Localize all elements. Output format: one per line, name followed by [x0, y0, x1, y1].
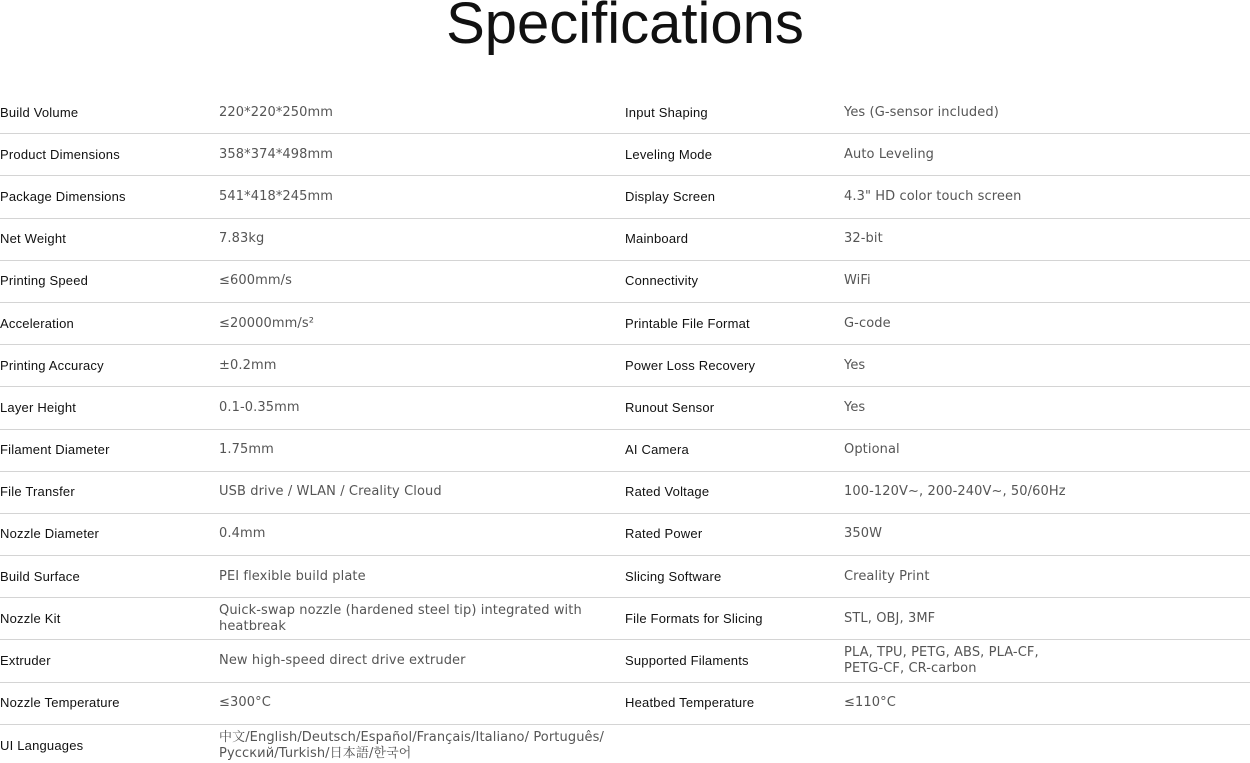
- spec-label: [625, 92, 844, 133]
- spec-label-text: Nozzle Kit: [0, 610, 61, 626]
- spec-label: [0, 472, 219, 513]
- spec-row: [0, 598, 1250, 640]
- spec-value: [219, 598, 625, 639]
- spec-label-text: Rated Power: [625, 526, 703, 542]
- spec-label-text: Extruder: [0, 653, 51, 669]
- spec-label-text: Acceleration: [0, 315, 74, 331]
- spec-value-text: ≤600mm/s: [219, 273, 292, 289]
- spec-label-text: Nozzle Diameter: [0, 526, 100, 542]
- spec-label: [625, 514, 844, 555]
- spec-label-text: Net Weight: [0, 231, 67, 247]
- spec-value: [844, 303, 1250, 344]
- spec-label: [625, 640, 844, 681]
- spec-label: [625, 303, 844, 344]
- spec-row: [0, 683, 1250, 725]
- spec-label-text: UI Languages: [0, 737, 84, 753]
- spec-label: [625, 725, 844, 763]
- spec-row: [0, 556, 1250, 598]
- spec-label: [625, 430, 844, 471]
- spec-value-text: Optional: [844, 442, 900, 458]
- spec-value: [844, 683, 1250, 724]
- spec-row: [0, 430, 1250, 472]
- spec-row: [0, 725, 1250, 763]
- spec-value: [844, 176, 1250, 217]
- spec-value: [219, 219, 625, 260]
- spec-label: [0, 556, 219, 597]
- spec-label: [0, 134, 219, 175]
- spec-label: [0, 514, 219, 555]
- spec-label-text: Build Volume: [0, 104, 79, 120]
- spec-row: [0, 219, 1250, 261]
- spec-value: [219, 176, 625, 217]
- spec-value-text: WiFi: [844, 273, 871, 289]
- spec-value-text: 中文/English/Deutsch/Español/Français/Italiano/ Português/Русский/Turkish/日本語/한국어: [219, 729, 604, 761]
- spec-label: [0, 345, 219, 386]
- spec-value: [219, 640, 625, 681]
- spec-row: [0, 387, 1250, 429]
- spec-label: [0, 92, 219, 133]
- spec-value: [844, 640, 1250, 681]
- spec-label-text: Runout Sensor: [625, 399, 715, 415]
- spec-value-text: Yes (G-sensor included): [844, 104, 999, 120]
- spec-label: [0, 261, 219, 302]
- spec-row: [0, 345, 1250, 387]
- spec-value: [219, 725, 625, 763]
- spec-value-text: USB drive / WLAN / Creality Cloud: [219, 484, 442, 500]
- spec-row: [0, 303, 1250, 345]
- spec-value-text: Yes: [844, 357, 866, 373]
- spec-value-text: PLA, TPU, PETG, ABS, PLA-CF, PETG-CF, CR-carbon: [844, 645, 1039, 677]
- spec-value: [844, 725, 1250, 763]
- spec-label: [625, 345, 844, 386]
- spec-row: [0, 472, 1250, 514]
- spec-value: [219, 92, 625, 133]
- spec-label: [0, 725, 219, 763]
- spec-value: [844, 430, 1250, 471]
- spec-value: [844, 387, 1250, 428]
- spec-label-text: Printing Speed: [0, 273, 89, 289]
- spec-value: [219, 430, 625, 471]
- spec-value-text: New high-speed direct drive extruder: [219, 653, 466, 669]
- spec-value: [219, 514, 625, 555]
- spec-label: [0, 219, 219, 260]
- spec-label-text: Rated Voltage: [625, 484, 710, 500]
- spec-label: [625, 472, 844, 513]
- spec-label: [625, 598, 844, 639]
- spec-label: [0, 176, 219, 217]
- spec-label: [625, 176, 844, 217]
- spec-value-text: 358*374*498mm: [219, 146, 334, 162]
- spec-label: [0, 387, 219, 428]
- spec-row: [0, 92, 1250, 134]
- spec-value: [219, 387, 625, 428]
- spec-value: [844, 472, 1250, 513]
- spec-label-text: Filament Diameter: [0, 442, 110, 458]
- spec-label-text: Product Dimensions: [0, 146, 120, 162]
- spec-value-text: Quick-swap nozzle (hardened steel tip) integrated with heatbreak: [219, 602, 582, 634]
- spec-label: [625, 387, 844, 428]
- spec-value: [219, 472, 625, 513]
- spec-label-text: Leveling Mode: [625, 146, 713, 162]
- spec-label-text: Slicing Software: [625, 568, 722, 584]
- spec-value-text: Yes: [844, 399, 866, 415]
- spec-value: [844, 261, 1250, 302]
- spec-value: [219, 134, 625, 175]
- spec-label-text: Power Loss Recovery: [625, 357, 756, 373]
- spec-value-text: ±0.2mm: [219, 357, 277, 373]
- spec-value: [844, 92, 1250, 133]
- spec-label: [625, 556, 844, 597]
- spec-row: [0, 261, 1250, 303]
- spec-value: [844, 598, 1250, 639]
- spec-label-text: Display Screen: [625, 188, 716, 204]
- spec-label-text: Package Dimensions: [0, 188, 126, 204]
- spec-value-text: 0.4mm: [219, 526, 266, 542]
- spec-row: [0, 134, 1250, 176]
- spec-value-text: 350W: [844, 526, 883, 542]
- spec-value: [219, 556, 625, 597]
- spec-value-text: G-code: [844, 315, 891, 331]
- spec-label: [625, 683, 844, 724]
- spec-value-text: ≤20000mm/s²: [219, 315, 315, 331]
- spec-label-text: Printing Accuracy: [0, 357, 104, 373]
- spec-label-text: File Formats for Slicing: [625, 610, 763, 626]
- spec-value: [219, 303, 625, 344]
- spec-value-text: STL, OBJ, 3MF: [844, 610, 936, 626]
- spec-value-text: 32-bit: [844, 231, 883, 247]
- spec-value: [844, 134, 1250, 175]
- spec-label-text: File Transfer: [0, 484, 75, 500]
- spec-label-text: Layer Height: [0, 399, 77, 415]
- spec-value-text: 7.83kg: [219, 231, 265, 247]
- spec-label-text: AI Camera: [625, 442, 689, 458]
- spec-label-text: Nozzle Temperature: [0, 695, 120, 711]
- spec-label: [0, 683, 219, 724]
- spec-label-text: Printable File Format: [625, 315, 750, 331]
- spec-value-text: 220*220*250mm: [219, 104, 334, 120]
- spec-row: [0, 176, 1250, 218]
- spec-row: [0, 640, 1250, 682]
- spec-value: [219, 345, 625, 386]
- spec-value-text: 4.3" HD color touch screen: [844, 188, 1022, 204]
- spec-value-text: Creality Print: [844, 568, 930, 584]
- spec-label-text: Input Shaping: [625, 104, 708, 120]
- spec-label: [0, 640, 219, 681]
- spec-value-text: 541*418*245mm: [219, 188, 334, 204]
- spec-label: [0, 303, 219, 344]
- spec-value-text: 100-120V~, 200-240V~, 50/60Hz: [844, 484, 1066, 500]
- spec-label-text: Connectivity: [625, 273, 699, 289]
- spec-label-text: Supported Filaments: [625, 653, 749, 669]
- spec-label-text: Build Surface: [0, 568, 80, 584]
- spec-label: [625, 134, 844, 175]
- spec-row: [0, 514, 1250, 556]
- spec-value: [844, 514, 1250, 555]
- spec-value: [844, 345, 1250, 386]
- spec-value-text: 0.1-0.35mm: [219, 399, 300, 415]
- spec-table: [0, 92, 1250, 763]
- spec-label: [625, 219, 844, 260]
- spec-label-text: Mainboard: [625, 231, 689, 247]
- spec-label: [0, 598, 219, 639]
- spec-label-text: Heatbed Temperature: [625, 695, 755, 711]
- spec-value-text: ≤300°C: [219, 695, 271, 711]
- spec-value-text: Auto Leveling: [844, 146, 935, 162]
- spec-value-text: 1.75mm: [219, 442, 274, 458]
- spec-value-text: PEI flexible build plate: [219, 568, 366, 584]
- spec-value: [219, 261, 625, 302]
- spec-value-text: ≤110°C: [844, 695, 896, 711]
- spec-label: [0, 430, 219, 471]
- spec-label: [625, 261, 844, 302]
- spec-value: [219, 683, 625, 724]
- spec-value: [844, 219, 1250, 260]
- spec-value: [844, 556, 1250, 597]
- page-title: Specifications: [446, 0, 804, 56]
